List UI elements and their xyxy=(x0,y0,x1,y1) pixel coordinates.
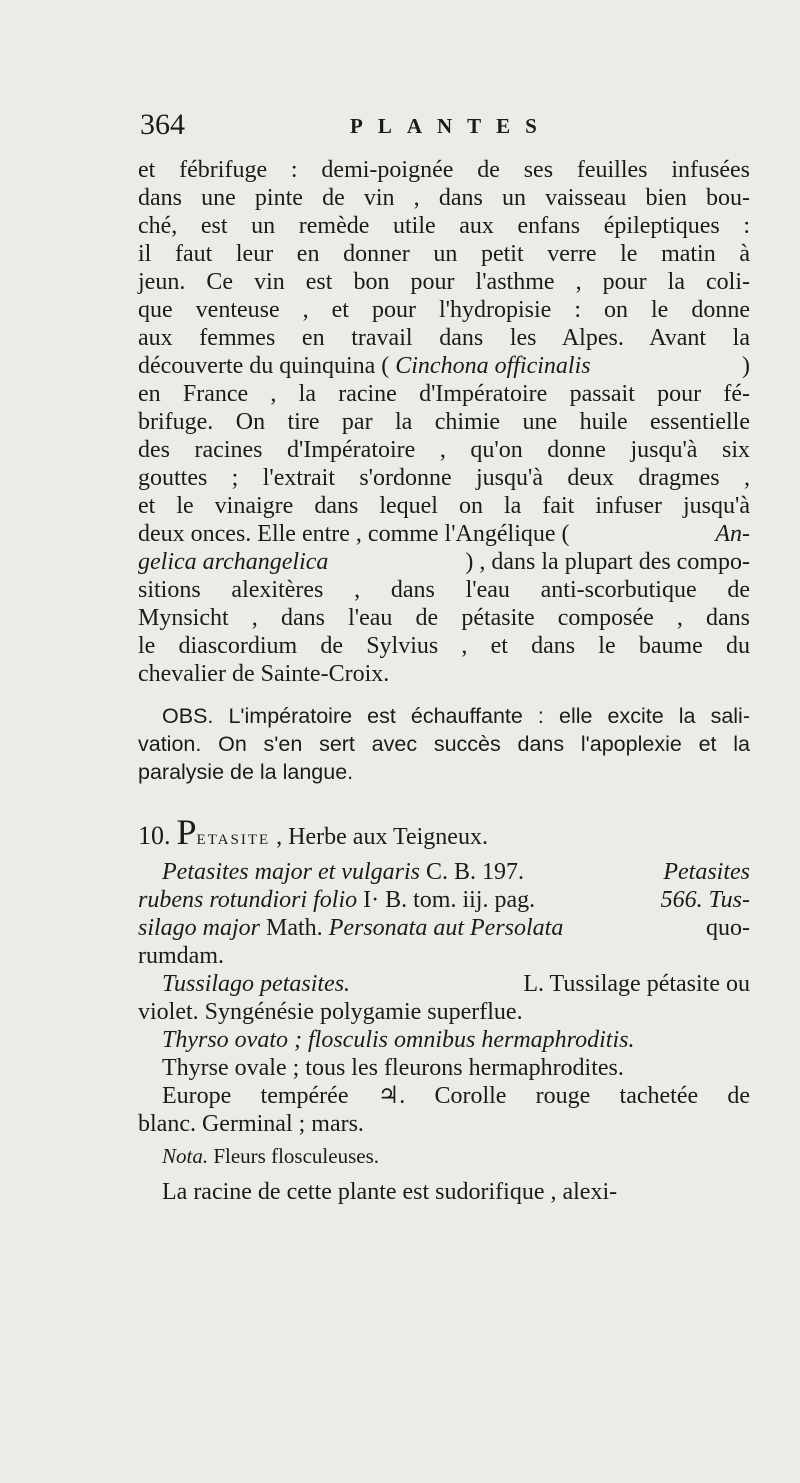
text-span: C. B. 197. xyxy=(425,859,524,885)
text-span: I· B. tom. iij. pag. xyxy=(363,887,536,913)
entry-number: 10. xyxy=(138,821,171,850)
entry-caps: ETASITE xyxy=(196,832,271,848)
italic-term: Nota. xyxy=(162,1144,209,1168)
synonym-line: rumdam. xyxy=(138,943,224,969)
text-span: deux onces. Elle entre , comme l'Angélique ( xyxy=(138,521,570,547)
linnaean-line: Thyrso ovato ; flosculis omnibus hermaphroditis. xyxy=(162,1027,635,1053)
linnaean-line xyxy=(162,970,750,998)
text-span: quo- xyxy=(706,915,750,941)
synonym-line xyxy=(138,914,750,942)
text-line xyxy=(138,548,750,576)
text-line: brifuge. On tire par la chimie une huile essentielle xyxy=(138,409,750,435)
linnaean-line: Europe tempérée ♃. Corolle rouge tachetée de xyxy=(162,1083,750,1109)
text-line: en France , la racine d'Impératoire passait pour fé- xyxy=(138,381,750,407)
entry-title: , Herbe aux Teigneux. xyxy=(276,824,488,850)
text-line xyxy=(138,352,750,380)
text-line: que venteuse , et pour l'hydropisie : on le donne xyxy=(138,297,750,323)
text-span: ) , dans la plupart des compo- xyxy=(465,549,750,575)
text-line: et fébrifuge : demi-poignée de ses feuilles infusées xyxy=(138,157,750,183)
text-line: il faut leur en donner un petit verre le matin à xyxy=(138,241,750,267)
obs-line: OBS. L'impératoire est échauffante : elle excite la sali- xyxy=(162,704,750,728)
text-span: Math. xyxy=(266,915,323,941)
italic-term: An- xyxy=(715,521,750,547)
page-header xyxy=(140,108,620,148)
text-line xyxy=(138,520,750,548)
nota-line xyxy=(162,1142,750,1170)
italic-term: Cinchona officinalis xyxy=(395,353,591,379)
text-line: le diascordium de Sylvius , et dans le baume du xyxy=(138,633,750,659)
text-line: chevalier de Sainte-Croix. xyxy=(138,661,390,687)
linnaean-line: Thyrse ovale ; tous les fleurons hermaphrodites. xyxy=(162,1055,624,1081)
text-span: découverte du quinquina ( xyxy=(138,353,390,379)
entry-heading xyxy=(138,812,750,860)
italic-term: Petasites major et vulgaris xyxy=(162,859,420,885)
entry-initial: P xyxy=(176,812,197,852)
text-line: sitions alexitères , dans l'eau anti-scorbutique de xyxy=(138,577,750,603)
text-span: L. Tussilage pétasite ou xyxy=(523,971,750,997)
italic-term: silago major xyxy=(138,915,261,941)
obs-line: vation. On s'en sert avec succès dans l'apoplexie et la xyxy=(138,732,750,756)
text-line: dans une pinte de vin , dans un vaisseau bien bou- xyxy=(138,185,750,211)
synonym-line xyxy=(162,858,750,886)
text-line: jeun. Ce vin est bon pour l'asthme , pour la coli- xyxy=(138,269,750,295)
page-number: 364 xyxy=(140,108,185,141)
text-span: Fleurs flosculeuses. xyxy=(213,1144,379,1168)
linnaean-line: blanc. Germinal ; mars. xyxy=(138,1111,364,1137)
text-line: gouttes ; l'extrait s'ordonne jusqu'à deux dragmes , xyxy=(138,465,750,491)
obs-line: paralysie de la langue. xyxy=(138,760,354,784)
text-line: aux femmes en travail dans les Alpes. Avant la xyxy=(138,325,750,351)
text-line: des racines d'Impératoire , qu'on donne jusqu'à six xyxy=(138,437,750,463)
italic-term: Personata aut Persolata xyxy=(328,915,564,941)
italic-term: 566. Tus- xyxy=(660,887,750,913)
text-line: La racine de cette plante est sudorifique , alexi- xyxy=(162,1179,618,1205)
italic-term: Tussilago petasites. xyxy=(162,971,351,997)
text-line: et le vinaigre dans lequel on la fait infuser jusqu'à xyxy=(138,493,750,519)
linnaean-line: violet. Syngénésie polygamie superflue. xyxy=(138,999,523,1025)
italic-term: gelica archangelica xyxy=(138,549,329,575)
running-head: PLANTES xyxy=(350,114,552,138)
synonym-line xyxy=(138,886,750,914)
text-line: ché, est un remède utile aux enfans épileptiques : xyxy=(138,213,750,239)
text-line: Mynsicht , dans l'eau de pétasite composée , dans xyxy=(138,605,750,631)
italic-term: Petasites xyxy=(663,859,750,885)
italic-term: rubens rotundiori folio xyxy=(138,887,358,913)
text-span: ) xyxy=(742,353,750,379)
